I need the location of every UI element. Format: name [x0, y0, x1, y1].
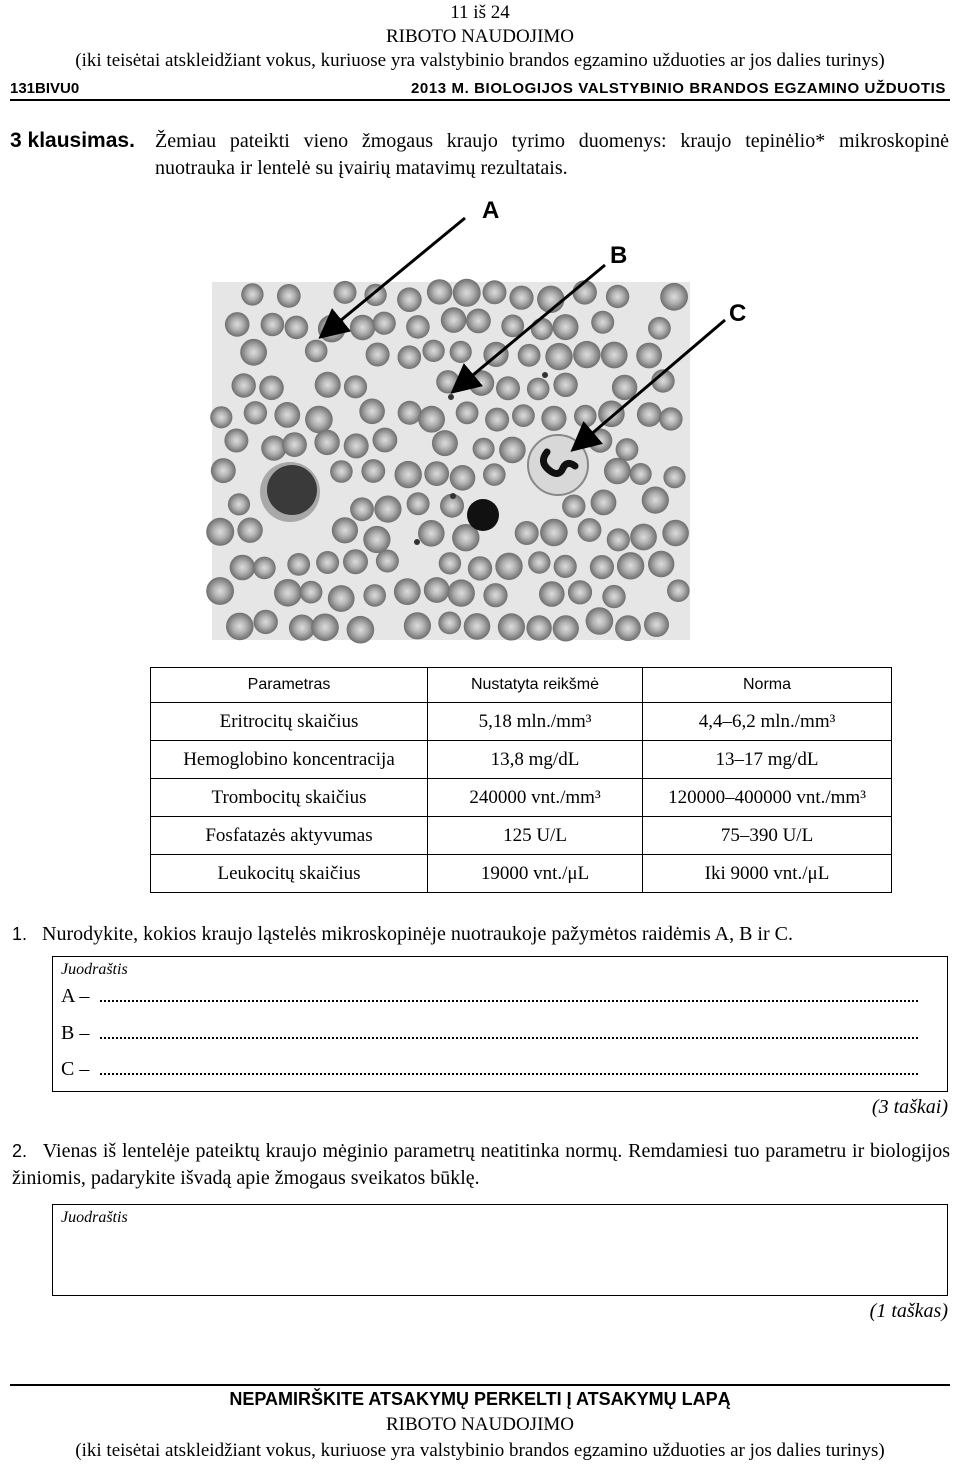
red-blood-cell — [616, 438, 639, 461]
red-blood-cell — [397, 287, 422, 312]
red-blood-cell — [237, 518, 262, 543]
table-cell: 13–17 mg/dL — [643, 741, 892, 779]
red-blood-cell — [450, 341, 472, 363]
red-blood-cell — [240, 339, 267, 366]
red-blood-cell — [553, 615, 579, 641]
red-blood-cell — [439, 552, 461, 574]
red-blood-cell — [441, 307, 467, 333]
red-blood-cell — [648, 317, 671, 340]
red-blood-cell — [226, 613, 254, 641]
red-blood-cell — [464, 613, 491, 640]
label-b: B — [610, 242, 628, 269]
red-blood-cell — [241, 283, 263, 305]
red-blood-cell — [225, 312, 250, 337]
red-blood-cell — [424, 461, 449, 486]
red-blood-cell — [394, 578, 421, 605]
restricted-label-footer: RIBOTO NAUDOJIMO — [385, 1414, 575, 1435]
table-row — [151, 855, 892, 893]
red-blood-cell — [230, 555, 256, 581]
red-blood-cell — [274, 579, 302, 607]
draft-label: Juodraštis — [61, 961, 128, 978]
red-blood-cell — [438, 612, 461, 635]
red-blood-cell — [332, 517, 358, 543]
red-blood-cell — [427, 279, 452, 304]
red-blood-cell — [483, 463, 506, 486]
red-blood-cell — [282, 432, 307, 457]
red-blood-cell — [527, 378, 550, 401]
restricted-label: RIBOTO NAUDOJIMO — [385, 26, 575, 47]
draft-box-1[interactable] — [52, 956, 948, 1092]
table-header: Parametras — [151, 668, 428, 703]
red-blood-cell — [376, 550, 399, 573]
red-blood-cell — [483, 583, 507, 607]
red-blood-cell — [586, 607, 614, 635]
red-blood-cell — [418, 406, 445, 433]
red-blood-cell — [350, 315, 375, 340]
red-blood-cell — [545, 343, 572, 370]
red-blood-cell — [210, 406, 232, 428]
red-blood-cell — [361, 459, 385, 483]
red-blood-cell — [316, 551, 339, 574]
red-blood-cell — [359, 399, 385, 425]
red-blood-cell — [448, 579, 475, 606]
red-blood-cell — [285, 316, 309, 340]
red-blood-cell — [404, 612, 431, 639]
table-row — [151, 817, 892, 855]
red-blood-cell — [232, 373, 256, 397]
red-blood-cell — [311, 614, 339, 642]
red-blood-cell — [254, 610, 278, 634]
points-label: (3 taškai) — [871, 1096, 948, 1118]
blood-test-table — [150, 667, 892, 893]
red-blood-cell — [512, 404, 535, 427]
page-number: 11 iš 24 — [450, 2, 510, 23]
red-blood-cell — [662, 520, 689, 547]
red-blood-cell — [509, 286, 533, 310]
table-cell: 5,18 mln./mm³ — [428, 703, 643, 741]
red-blood-cell — [518, 344, 541, 367]
red-blood-cell — [573, 341, 600, 368]
red-blood-cell — [591, 311, 614, 334]
table-cell: Leukocitų skaičius — [151, 855, 428, 893]
red-blood-cell — [606, 285, 629, 308]
red-blood-cell — [453, 279, 481, 307]
answer-line-b[interactable] — [61, 1022, 933, 1045]
red-blood-cell — [607, 528, 630, 551]
red-blood-cell — [590, 555, 614, 579]
exam-code: 131BIVU0 — [10, 80, 80, 97]
points-label: (1 taškas) — [869, 1300, 948, 1322]
red-blood-cell — [406, 315, 430, 339]
red-blood-cell — [287, 553, 310, 576]
platelet — [414, 539, 420, 545]
table-cell: 19000 vnt./μL — [428, 855, 643, 893]
table-cell: Hemoglobino koncentracija — [151, 741, 428, 779]
red-blood-cell — [424, 577, 450, 603]
platelet — [450, 493, 456, 499]
red-blood-cell — [553, 314, 579, 340]
red-blood-cell — [373, 312, 396, 335]
red-blood-cell — [483, 280, 507, 304]
subquestion-2-text: Vienas iš lentelėje pateiktų kraujo mėginio parametrų neatitinka normų. Remdamiesi tuo parametru ir biologijos žiniomis, padarykite išvadą apie žmogaus sveikatos būklę. — [12, 1140, 951, 1189]
red-blood-cell — [366, 343, 390, 367]
red-blood-cell — [398, 401, 422, 425]
red-blood-cell — [531, 318, 553, 340]
red-blood-cell — [363, 526, 390, 553]
red-blood-cell — [206, 577, 234, 605]
red-blood-cell — [456, 401, 479, 424]
subquestion-1 — [12, 923, 793, 946]
red-blood-cell — [648, 551, 674, 577]
platelet — [448, 394, 454, 400]
red-blood-cell — [314, 430, 339, 455]
blood-smear-micrograph — [155, 190, 795, 650]
red-blood-cell — [574, 405, 597, 428]
subquestion-2 — [12, 1138, 950, 1192]
red-blood-cell — [432, 430, 458, 456]
draft-box-2[interactable] — [52, 1204, 948, 1296]
red-blood-cell — [528, 551, 550, 573]
table-cell: Trombocitų skaičius — [151, 779, 428, 817]
header-divider — [10, 99, 950, 101]
red-blood-cell — [591, 490, 617, 516]
red-blood-cell — [604, 458, 631, 485]
exam-title: 2013 M. BIOLOGIJOS VALSTYBINIO BRANDOS EGZAMINO UŽDUOTIS — [410, 80, 946, 97]
red-blood-cell — [553, 373, 577, 397]
red-blood-cell — [636, 343, 662, 369]
answer-line-label: B – — [61, 1022, 90, 1044]
table-row — [151, 741, 892, 779]
red-blood-cell — [498, 613, 525, 640]
red-blood-cell — [601, 342, 628, 369]
red-blood-cell — [274, 402, 300, 428]
answer-line-a[interactable] — [61, 985, 933, 1008]
footer-divider — [10, 1384, 950, 1386]
red-blood-cell — [615, 615, 641, 641]
red-blood-cell — [663, 466, 685, 488]
table-header: Nustatyta reikšmė — [428, 668, 643, 703]
label-c: C — [729, 300, 747, 327]
red-blood-cell — [602, 585, 625, 608]
red-blood-cell — [667, 579, 690, 602]
restricted-notice-footer: (iki teisėtai atskleidžiant vokus, kuriuose yra valstybinio brandos egzamino užduoties ar jos dalies turinys) — [75, 1440, 885, 1461]
red-blood-cell — [473, 438, 495, 460]
red-blood-cell — [617, 552, 644, 579]
red-blood-cell — [259, 376, 284, 401]
red-blood-cell — [277, 284, 301, 308]
red-blood-cell — [450, 465, 476, 491]
table-cell: 4,4–6,2 mln./mm³ — [643, 703, 892, 741]
transfer-reminder: NEPAMIRŠKITE ATSAKYMŲ PERKELTI Į ATSAKYMŲ LAPĄ — [229, 1389, 731, 1409]
table-cell: 125 U/L — [428, 817, 643, 855]
red-blood-cell — [659, 407, 682, 430]
red-blood-cell — [244, 401, 267, 424]
red-blood-cell — [630, 463, 652, 485]
red-blood-cell — [422, 340, 444, 362]
red-blood-cell — [344, 375, 367, 398]
answer-line-label: C – — [61, 1058, 90, 1080]
question-intro: Žemiau pateikti vieno žmogaus kraujo tyrimo duomenys: kraujo tepinėlio* mikroskopinė nuotrauka ir lentelė su įvairių matavimų rezultatais. — [155, 130, 949, 179]
red-blood-cell — [407, 492, 430, 515]
question-title: 3 klausimas. — [10, 129, 135, 152]
red-blood-cell — [395, 461, 422, 488]
subquestion-1-text: Nurodykite, kokios kraujo ląstelės mikroskopinėje nuotraukoje pažymėtos raidėmis A, B ir C. — [42, 923, 793, 945]
red-blood-cell — [328, 585, 355, 612]
table-cell: Iki 9000 vnt./μL — [643, 855, 892, 893]
lymphocyte-nucleus — [267, 465, 317, 515]
answer-line-c[interactable] — [61, 1058, 933, 1081]
red-blood-cell — [644, 612, 669, 637]
red-blood-cell — [289, 615, 315, 641]
red-blood-cell — [541, 406, 566, 431]
red-blood-cell — [363, 584, 386, 607]
red-blood-cell — [515, 521, 539, 545]
red-blood-cell — [347, 616, 375, 644]
table-cell: 120000–400000 vnt./mm³ — [643, 779, 892, 817]
answer-line-label: A – — [61, 985, 90, 1007]
red-blood-cell — [540, 519, 568, 547]
subquestion-2-number: 2. — [12, 1141, 28, 1161]
red-blood-cell — [578, 518, 602, 542]
red-blood-cell — [468, 556, 492, 580]
red-blood-cell — [466, 309, 491, 334]
red-blood-cell — [637, 402, 662, 427]
red-blood-cell — [305, 406, 333, 434]
table-row — [151, 703, 892, 741]
red-blood-cell — [350, 497, 374, 521]
red-blood-cell — [228, 493, 250, 515]
red-blood-cell — [206, 518, 234, 546]
red-blood-cell — [539, 581, 565, 607]
platelet — [542, 372, 548, 378]
red-blood-cell — [373, 428, 398, 453]
red-blood-cell — [630, 524, 657, 551]
small-dark-cell — [467, 499, 499, 531]
table-cell: Eritrocitų skaičius — [151, 703, 428, 741]
red-blood-cell — [305, 340, 328, 363]
restricted-notice: (iki teisėtai atskleidžiant vokus, kuriuose yra valstybinio brandos egzamino užduoties ar jos dalies turinys) — [75, 50, 885, 71]
red-blood-cell — [554, 555, 577, 578]
red-blood-cell — [374, 496, 401, 523]
red-blood-cell — [568, 580, 592, 604]
red-blood-cell — [485, 408, 509, 432]
red-blood-cell — [642, 487, 669, 514]
red-blood-cell — [334, 281, 357, 304]
red-blood-cell — [330, 460, 353, 483]
label-a: A — [482, 197, 500, 224]
red-blood-cell — [495, 553, 522, 580]
table-cell: Fosfatazės aktyvumas — [151, 817, 428, 855]
red-blood-cell — [300, 581, 323, 604]
draft-label: Juodraštis — [61, 1209, 128, 1226]
table-cell: 13,8 mg/dL — [428, 741, 643, 779]
table-header: Norma — [643, 668, 892, 703]
red-blood-cell — [496, 376, 520, 400]
red-blood-cell — [526, 615, 551, 640]
red-blood-cell — [660, 283, 688, 311]
red-blood-cell — [499, 437, 526, 464]
red-blood-cell — [562, 495, 585, 518]
red-blood-cell — [418, 520, 445, 547]
red-blood-cell — [315, 372, 341, 398]
red-blood-cell — [261, 313, 285, 337]
red-blood-cell — [211, 458, 236, 483]
table-cell: 240000 vnt./mm³ — [428, 779, 643, 817]
table-header-row — [151, 668, 892, 703]
red-blood-cell — [224, 429, 248, 453]
table-cell: 75–390 U/L — [643, 817, 892, 855]
red-blood-cell — [343, 549, 368, 574]
subquestion-1-number: 1. — [12, 924, 28, 944]
red-blood-cell — [344, 433, 369, 458]
table-row — [151, 779, 892, 817]
red-blood-cell — [398, 345, 422, 369]
red-blood-cell — [253, 557, 276, 580]
